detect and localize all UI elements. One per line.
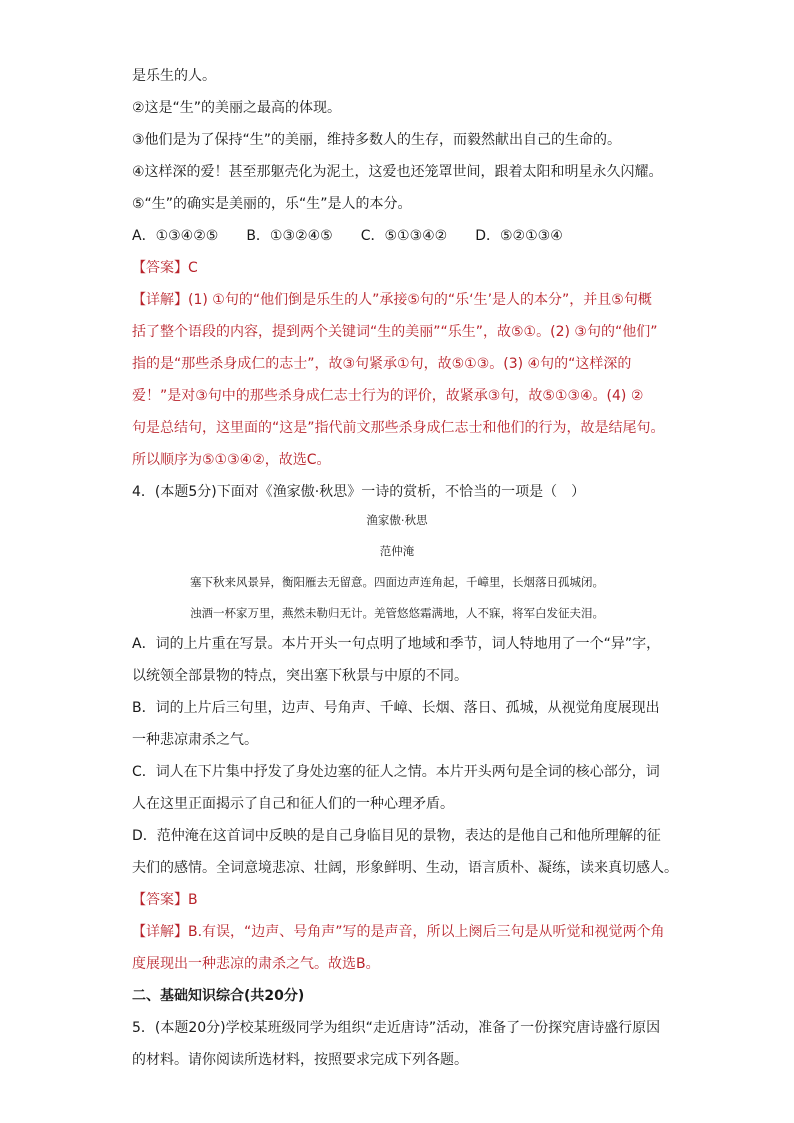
q3-detail-line: 所以顺序为⑤①③④②，故选C。 [132,452,331,468]
q3-detail-line: 【详解】(1) ①句的“他们倒是乐生的人”承接⑤句的“乐‘生’是人的本分”，并且⑤句概 [132,292,652,308]
q4-option-d: D．范仲淹在这首词中反映的是自己身临目见的景物，表达的是他自己和他所理解的征 [132,828,661,844]
sentence-1-tail: 是乐生的人。 [132,68,216,84]
q3-detail-line: 括了整个语段的内容，提到两个关键词“生的美丽”“乐生”，故⑤①。(2) ③句的“他们” [132,324,658,340]
q3-options: A．①③④②⑤ B．①③②④⑤ C．⑤①③④② D．⑤②①③④ [132,228,563,244]
poem-line: 塞下秋来风景异，衡阳雁去无留意。四面边声连角起，千嶂里，长烟落日孤城闭。 [190,575,604,589]
q3-detail-line: 爱！”是对③句中的那些杀身成仁志士行为的评价，故紧承③句，故⑤①③④。(4) ② [132,388,644,404]
section-heading: 二、基础知识综合(共20分) [132,988,305,1004]
sentence-2: ②这是“生”的美丽之最高的体现。 [132,100,342,116]
q3-detail-line: 句是总结句，这里面的“这是”指代前文那些杀身成仁志士和他们的行为，故是结尾句。 [132,420,665,436]
q3-detail-line: 指的是“那些杀身成仁的志士”，故③句紧承①句，故⑤①③。(3) ④句的“这样深的 [132,356,632,372]
poem-line: 浊酒一杯家万里，燕然未勒归无计。羌管悠悠霜满地，人不寐，将军白发征夫泪。 [190,606,604,620]
sentence-3: ③他们是为了保持“生”的美丽，维持多数人的生存，而毅然献出自己的生命的。 [132,132,622,148]
sentence-4: ④这样深的爱！甚至那躯壳化为泥土，这爱也还笼罩世间，跟着太阳和明星永久闪耀。 [132,164,663,180]
q4-option-b: B．词的上片后三句里，边声、号角声、千嶂、长烟、落日、孤城，从视觉角度展现出 [132,700,660,716]
poem-author: 范仲淹 [379,544,415,558]
q4-detail-line: 【详解】B.有误，“边声、号角声”写的是声音，所以上阕后三句是从听觉和视觉两个角 [132,924,665,940]
q4-answer: 【答案】B [132,892,198,908]
q4-option-a-cont: 以统领全部景物的特点，突出塞下秋景与中原的不同。 [132,668,468,684]
q4-option-c-cont: 人在这里正面揭示了自己和征人们的一种心理矛盾。 [132,796,454,812]
poem-title: 渔家傲·秋思 [366,513,428,527]
q4-option-a: A．词的上片重在写景。本片开头一句点明了地域和季节，词人特地用了一个“异”字， [132,636,661,652]
q5-stem: 5．(本题20分)学校某班级同学为组织“走近唐诗”活动，准备了一份探究唐诗盛行原因 [132,1020,661,1036]
q5-stem-cont: 的材料。请你阅读所选材料，按照要求完成下列各题。 [132,1052,468,1068]
q4-option-b-cont: 一种悲凉肃杀之气。 [132,732,258,748]
q4-option-d-cont: 夫们的感情。全词意境悲凉、壮阔，形象鲜明、生动，语言质朴、凝练，读来真切感人。 [132,860,678,876]
q4-option-c: C．词人在下片集中抒发了身处边塞的征人之情。本片开头两句是全词的核心部分，词 [132,764,660,780]
q3-answer: 【答案】C [132,260,198,276]
q4-detail-line: 度展现出一种悲凉的肃杀之气。故选B。 [132,956,380,972]
sentence-5: ⑤“生”的确实是美丽的，乐“生”是人的本分。 [132,196,412,212]
q4-stem: 4．(本题5分)下面对《渔家傲·秋思》一诗的赏析，不恰当的一项是（ ） [132,484,586,500]
